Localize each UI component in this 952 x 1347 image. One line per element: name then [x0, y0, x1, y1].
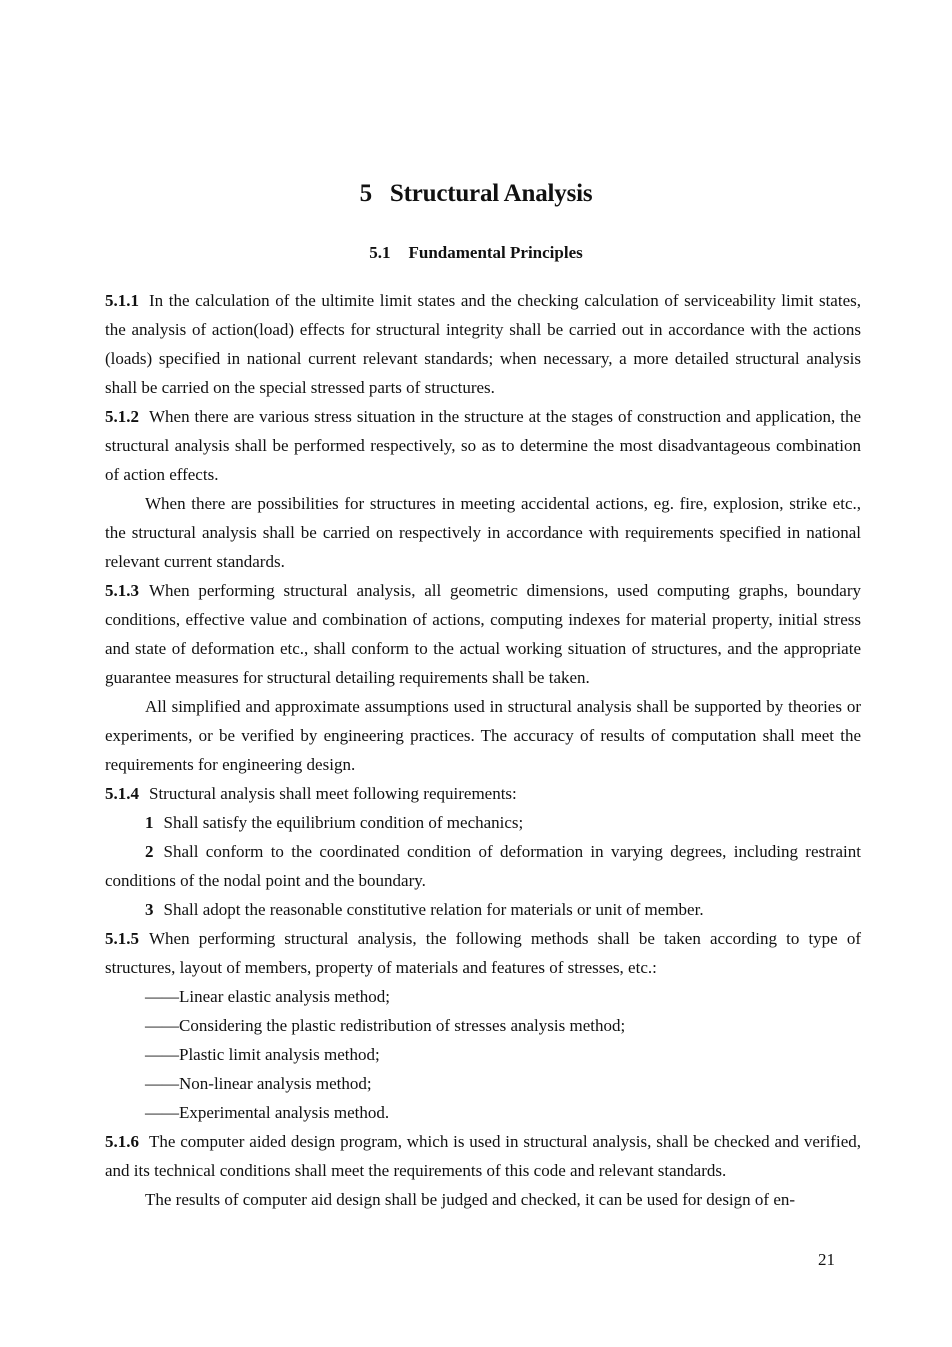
section-title-text: Fundamental Principles: [408, 243, 583, 262]
clause-5-1-1: [105, 286, 861, 402]
clause-paragraph: All simplified and approximate assumptions used in structural analysis shall be supported by theories or experiments, or be verified by engineering practices. The accuracy of results of computation shall meet the requirements for engineering design.: [105, 697, 861, 774]
clause-number: 5.1.4: [105, 784, 139, 803]
clause-number: 5.1.2: [105, 407, 139, 426]
chapter-number: 5: [359, 180, 372, 207]
clause-text: Structural analysis shall meet following requirements:: [149, 784, 517, 803]
clause-paragraph: The results of computer aid design shall be judged and checked, it can be used for design of en-: [145, 1190, 796, 1209]
chapter-title-text: Structural Analysis: [389, 180, 593, 207]
clause-text: When performing structural analysis, the following methods shall be taken according to type of structures, layout of members, property of materials and features of stresses, etc.:: [105, 929, 861, 977]
clause-5-1-2: [105, 402, 861, 489]
method-item: ——Non-linear analysis method;: [145, 1074, 372, 1093]
clause-paragraph: When there are possibilities for structures in meeting accidental actions, eg. fire, explosion, strike etc., the structural analysis shall be carried on respectively in accordance with requirements specified in national relevant current standards.: [105, 494, 861, 571]
clause-number: 5.1.5: [105, 929, 139, 948]
method-item: ——Linear elastic analysis method;: [145, 987, 391, 1006]
clause-text: When performing structural analysis, all geometric dimensions, used computing graphs, boundary conditions, effective value and combination of actions, computing indexes for material property, initial stress and state of deformation etc., shall conform to the actual working situation of structures, and the appropriate guarantee measures for structural detailing requirements shall be taken.: [105, 581, 861, 687]
item-text: Shall adopt the reasonable constitutive relation for materials or unit of member.: [163, 900, 704, 919]
section-title: [0, 243, 952, 263]
clause-number: 5.1.6: [105, 1132, 139, 1151]
item-number: 2: [145, 842, 154, 861]
clause-5-1-3: [105, 576, 861, 692]
clause-5-1-6: [105, 1127, 861, 1185]
clause-text: The computer aided design program, which is used in structural analysis, shall be checked and verified, and its technical conditions shall meet the requirements of this code and relevant standards.: [105, 1132, 861, 1180]
clause-number: 5.1.1: [105, 291, 139, 310]
page-number: 21: [818, 1250, 835, 1269]
clause-5-1-4: [105, 779, 861, 808]
requirement-item: [105, 837, 861, 895]
section-number: 5.1: [369, 243, 391, 262]
method-item: ——Experimental analysis method.: [145, 1103, 390, 1122]
item-number: 1: [145, 813, 154, 832]
clause-text: In the calculation of the ultimite limit states and the checking calculation of serviceability limit states, the analysis of action(load) effects for structural integrity shall be carried out in accordance with the actions (loads) specified in national current relevant standards; when necessary, a more detailed structural analysis shall be carried on the special stressed parts of structures.: [105, 291, 861, 397]
clause-text: When there are various stress situation in the structure at the stages of construction and application, the structural analysis shall be performed respectively, so as to determine the most disadvantageous combination of action effects.: [105, 407, 861, 484]
method-item: ——Plastic limit analysis method;: [145, 1045, 380, 1064]
requirement-item: [105, 895, 861, 924]
item-text: Shall conform to the coordinated condition of deformation in varying degrees, including restraint conditions of the nodal point and the boundary.: [105, 842, 861, 890]
item-number: 3: [145, 900, 154, 919]
clause-5-1-5: [105, 924, 861, 982]
method-item: ——Considering the plastic redistribution of stresses analysis method;: [145, 1016, 626, 1035]
item-text: Shall satisfy the equilibrium condition of mechanics;: [163, 813, 524, 832]
chapter-title: [0, 180, 952, 208]
body-text: [105, 286, 861, 1214]
requirement-item: [105, 808, 861, 837]
clause-number: 5.1.3: [105, 581, 139, 600]
